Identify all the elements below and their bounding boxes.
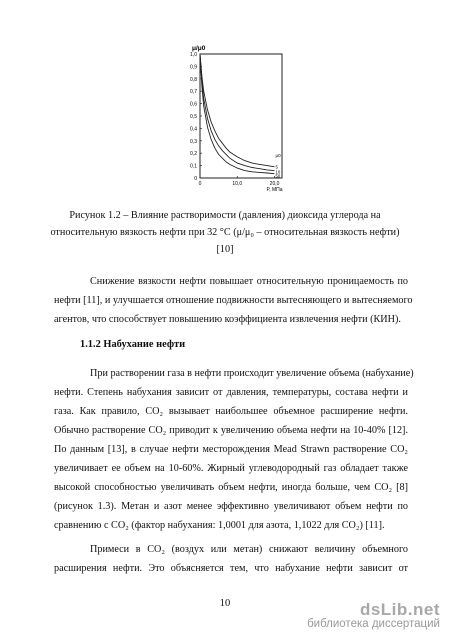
y-tick-label: 0,8 (190, 76, 197, 83)
figure-chart (178, 40, 288, 192)
paragraph-3-line-1: Примеси в CO₂ (воздух или метан) снижают величину объемного (90, 544, 408, 555)
y-tick-label: 0,4 (190, 126, 197, 133)
series-line-10 (200, 54, 275, 171)
paragraph-2-line-6: увеличивает ее объем на 10-60%. Жирный углеводородный газ обладает также (54, 463, 408, 474)
y-tick-label: 0,6 (190, 101, 197, 108)
y-axis-label: μ/μ0 (192, 45, 206, 52)
paragraph-1-line-2: нефти [11], и улучшается отношение подвижности вытесняющего и вытесняемого (54, 295, 413, 306)
watermark (307, 600, 440, 630)
paragraph-2-line-5: По данным [13], в случае нефти месторождения Mead Strawn растворение CO₂ (54, 444, 408, 455)
series-label-5: 5 (275, 164, 278, 170)
section-heading: 1.1.2 Набухание нефти (80, 339, 186, 350)
viscosity-chart (178, 40, 288, 192)
page-number: 10 (219, 598, 231, 609)
series-line-5 (200, 54, 275, 167)
paragraph-2-line-4: Обычно растворение CO₂ приводит к увеличению объема нефти на 10-40% [12]. (54, 425, 408, 436)
y-tick-label: 0,7 (190, 89, 197, 96)
y-tick-label: 0,5 (190, 114, 197, 120)
paragraph-2-line-3: газа. Как правило, CO₂ вызывает наибольшее объемное расширение нефти. (54, 406, 408, 417)
watermark-site[interactable]: dsLib.net (359, 600, 440, 619)
watermark-subtitle: библиотека диссертаций (307, 618, 440, 630)
paragraph-2-line-7: высокой способностью увеличивать объем нефти, иногда больше, чем CO₂ [8] (54, 482, 408, 493)
paragraph-1-line-3: агентов, что способствует повышению коэффициента извлечения нефти (КИН). (54, 314, 401, 325)
y-tick-label: 0,9 (190, 64, 197, 71)
plot-frame (200, 54, 282, 178)
paragraph-2-line-1: При растворении газа в нефти происходит увеличение объема (набухание) (90, 368, 414, 379)
y-tick-label: 0,1 (190, 163, 197, 170)
y-tick-label: 0,3 (190, 138, 197, 145)
legend-title: μ0 (275, 152, 281, 158)
x-tick-label: 0 (198, 181, 202, 187)
paragraph-1-line-1: Снижение вязкости нефти повышает относительную проницаемость по (90, 276, 408, 287)
paragraph-2-line-9: сравнению с CO₂ (фактор набухания: 1,0001 для азота, 1,1022 для CO₂) [11]. (54, 520, 385, 531)
y-tick-label: 0 (194, 176, 197, 182)
x-axis-label: P, МПа (266, 187, 283, 192)
y-tick-label: 1,0 (190, 52, 197, 58)
figure-caption-line-1: Рисунок 1.2 – Влияние растворимости (давления) диоксида углерода на (69, 210, 381, 221)
y-tick-label: 0,2 (190, 151, 197, 158)
paragraph-2-line-8: (рисунок 1.3). Метан и азот менее эффективно увеличивают объем нефти по (54, 501, 408, 512)
figure-caption-line-2: относительную вязкость нефти при 32 °С (μ/μ₀ – относительная вязкость нефти) (50, 227, 400, 238)
figure-caption-line-3: [10] (216, 244, 234, 255)
series-label-10: 10 (275, 169, 281, 175)
x-tick-label: 20,0 (269, 181, 280, 187)
x-tick-label: 10,0 (232, 181, 243, 187)
paragraph-3-line-2: расширения нефти. Это объясняется тем, что набухание нефти зависит от (54, 563, 408, 574)
paragraph-2-line-2: нефти. Степень набухания зависит от давления, температуры, состава нефти и (54, 387, 408, 398)
series-line-50 (200, 54, 275, 174)
series-label-50: 50 (275, 173, 281, 179)
